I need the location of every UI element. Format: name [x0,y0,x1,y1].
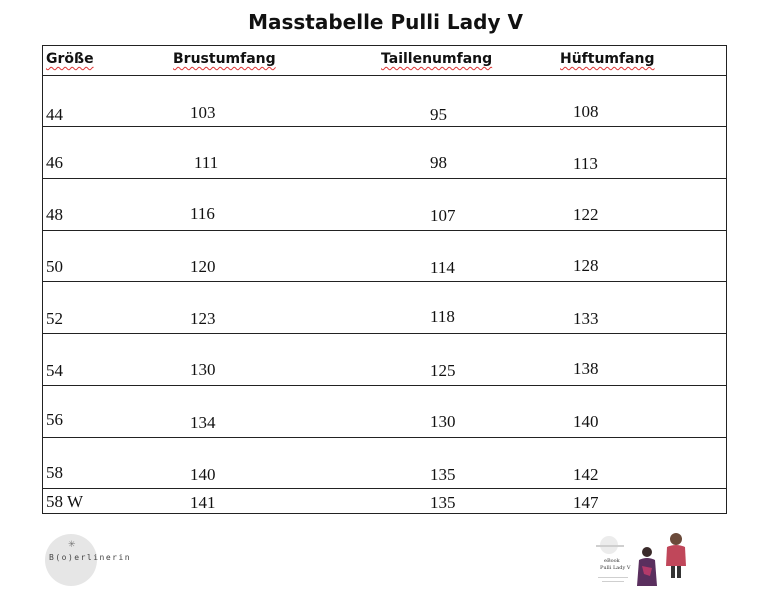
size-cell: 54 [46,361,63,380]
size-cell: 46 [46,153,63,172]
table-row [43,438,726,489]
model-photo-icon [664,532,688,578]
chest-cell: 116 [190,204,215,223]
cover-title-line2: Pulli Lady V [600,565,631,571]
page-title: Masstabelle Pulli Lady V [248,10,523,34]
hip-cell: 128 [573,256,599,275]
chest-cell: 130 [190,360,216,379]
waist-cell: 125 [430,361,456,380]
hip-cell: 138 [573,359,599,378]
table-row [43,231,726,282]
column-header-chest: Brustumfang [173,51,276,67]
hip-cell: 140 [573,412,599,431]
model-photo-icon [636,546,658,588]
column-header-hip: Hüftumfang [560,51,655,67]
size-cell: 50 [46,257,63,276]
table-row [43,76,726,127]
size-table [42,45,727,514]
size-cell: 58 [46,463,63,482]
hip-cell: 147 [573,493,599,512]
hip-cell: 113 [573,154,598,173]
waist-cell: 135 [430,465,456,484]
logo-text: B(o)erlinerin [49,553,132,562]
column-header-waist: Taillenumfang [381,51,493,67]
size-cell: 44 [46,105,63,124]
brand-logo [45,534,155,584]
cover-title-line1: eBook [604,558,620,564]
chest-cell: 123 [190,309,216,328]
waist-cell: 98 [430,153,447,172]
hip-cell: 108 [573,102,599,121]
table-header-row [43,46,726,76]
hip-cell: 122 [573,205,599,224]
table-row [43,282,726,334]
table-row [43,489,726,515]
table-row [43,127,726,179]
sparkle-icon: ✳ [68,539,76,549]
chest-cell: 141 [190,493,216,512]
waist-cell: 130 [430,412,456,431]
hip-cell: 142 [573,465,599,484]
chest-cell: 103 [190,103,216,122]
ebook-cover-thumbnail [594,530,694,590]
table-row [43,386,726,438]
waist-cell: 114 [430,258,455,277]
waist-cell: 135 [430,493,456,512]
chest-cell: 120 [190,257,216,276]
waist-cell: 118 [430,307,455,326]
chest-cell: 111 [194,153,219,172]
table-row [43,334,726,386]
hip-cell: 133 [573,309,599,328]
column-header-size: Größe [46,51,94,67]
size-cell: 48 [46,205,63,224]
chest-cell: 140 [190,465,216,484]
size-cell: 56 [46,410,63,429]
chest-cell: 134 [190,413,216,432]
size-cell: 52 [46,309,63,328]
waist-cell: 95 [430,105,447,124]
table-row [43,179,726,231]
size-cell: 58 W [46,492,83,511]
waist-cell: 107 [430,206,456,225]
